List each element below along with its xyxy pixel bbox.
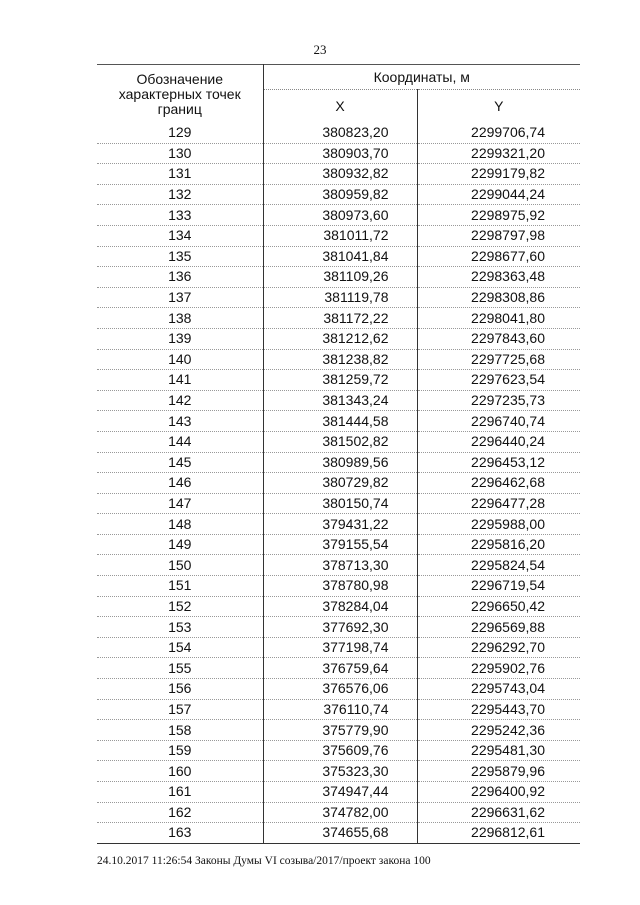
y-coordinate-cell: 2299706,74 [417, 123, 580, 143]
point-cell: 139 [97, 328, 263, 349]
table-row [97, 802, 580, 823]
y-coordinate-cell: 2296740,74 [417, 411, 580, 432]
x-coordinate-cell: 376759,64 [263, 658, 417, 679]
y-coordinate-cell: 2295988,00 [417, 514, 580, 535]
y-coordinate-cell: 2296400,92 [417, 782, 580, 803]
point-cell: 158 [97, 720, 263, 741]
y-coordinate-cell: 2298041,80 [417, 308, 580, 329]
point-cell: 136 [97, 267, 263, 288]
x-coordinate-cell: 374947,44 [263, 782, 417, 803]
table-body [97, 123, 580, 843]
point-cell: 137 [97, 287, 263, 308]
table-row [97, 328, 580, 349]
y-coordinate-cell: 2297235,73 [417, 390, 580, 411]
x-coordinate-cell: 380729,82 [263, 473, 417, 494]
coordinates-table [97, 64, 580, 844]
x-coordinate-cell: 381109,26 [263, 267, 417, 288]
x-coordinate-cell: 380973,60 [263, 205, 417, 226]
table-row [97, 184, 580, 205]
point-cell: 161 [97, 782, 263, 803]
x-coordinate-cell: 380823,20 [263, 123, 417, 143]
y-coordinate-cell: 2295902,76 [417, 658, 580, 679]
point-cell: 131 [97, 164, 263, 185]
table-row [97, 473, 580, 494]
y-coordinate-cell: 2296453,12 [417, 452, 580, 473]
point-cell: 144 [97, 431, 263, 452]
y-coordinate-cell: 2295879,96 [417, 761, 580, 782]
table-row [97, 267, 580, 288]
y-coordinate-cell: 2298975,92 [417, 205, 580, 226]
point-cell: 162 [97, 802, 263, 823]
point-cell: 134 [97, 225, 263, 246]
table-row [97, 514, 580, 535]
y-coordinate-cell: 2298677,60 [417, 246, 580, 267]
table-row [97, 411, 580, 432]
x-coordinate-cell: 378780,98 [263, 576, 417, 597]
y-coordinate-cell: 2298797,98 [417, 225, 580, 246]
point-cell: 129 [97, 123, 263, 143]
point-cell: 160 [97, 761, 263, 782]
point-cell: 159 [97, 740, 263, 761]
point-cell: 138 [97, 308, 263, 329]
y-coordinate-cell: 2299321,20 [417, 143, 580, 164]
point-cell: 132 [97, 184, 263, 205]
table-row [97, 782, 580, 803]
y-coordinate-cell: 2299179,82 [417, 164, 580, 185]
table-row [97, 761, 580, 782]
point-cell: 149 [97, 534, 263, 555]
document-footer: 24.10.2017 11:26:54 Законы Думы VI созыва/2017/проект закона 100 [97, 855, 431, 867]
y-coordinate-cell: 2295743,04 [417, 679, 580, 700]
y-coordinate-cell: 2299044,24 [417, 184, 580, 205]
x-coordinate-cell: 381011,72 [263, 225, 417, 246]
table-row [97, 452, 580, 473]
x-coordinate-cell: 381343,24 [263, 390, 417, 411]
point-cell: 135 [97, 246, 263, 267]
table-row [97, 637, 580, 658]
x-coordinate-cell: 380959,82 [263, 184, 417, 205]
y-coordinate-cell: 2295242,36 [417, 720, 580, 741]
point-cell: 155 [97, 658, 263, 679]
y-coordinate-cell: 2298363,48 [417, 267, 580, 288]
table-row [97, 534, 580, 555]
table-row [97, 658, 580, 679]
table-row [97, 164, 580, 185]
table-row [97, 576, 580, 597]
x-coordinate-cell: 381212,62 [263, 328, 417, 349]
x-coordinate-cell: 379431,22 [263, 514, 417, 535]
y-coordinate-cell: 2297623,54 [417, 370, 580, 391]
y-coordinate-cell: 2295816,20 [417, 534, 580, 555]
table-row [97, 370, 580, 391]
x-coordinate-cell: 380903,70 [263, 143, 417, 164]
x-coordinate-cell: 375609,76 [263, 740, 417, 761]
x-coordinate-cell: 379155,54 [263, 534, 417, 555]
table-row [97, 596, 580, 617]
point-cell: 148 [97, 514, 263, 535]
y-coordinate-cell: 2296650,42 [417, 596, 580, 617]
x-coordinate-cell: 381444,58 [263, 411, 417, 432]
y-coordinate-cell: 2295443,70 [417, 699, 580, 720]
point-cell: 140 [97, 349, 263, 370]
table-row [97, 679, 580, 700]
point-cell: 147 [97, 493, 263, 514]
y-coordinate-cell: 2296631,62 [417, 802, 580, 823]
y-coordinate-cell: 2296719,54 [417, 576, 580, 597]
y-coordinate-cell: 2297843,60 [417, 328, 580, 349]
x-coordinate-cell: 380932,82 [263, 164, 417, 185]
x-coordinate-cell: 377198,74 [263, 637, 417, 658]
point-cell: 163 [97, 823, 263, 844]
table-row [97, 431, 580, 452]
y-coordinate-cell: 2297725,68 [417, 349, 580, 370]
x-coordinate-cell: 378713,30 [263, 555, 417, 576]
x-coordinate-cell: 376576,06 [263, 679, 417, 700]
x-coordinate-cell: 381041,84 [263, 246, 417, 267]
y-coordinate-cell: 2295824,54 [417, 555, 580, 576]
y-coordinate-cell: 2296462,68 [417, 473, 580, 494]
x-coordinate-cell: 378284,04 [263, 596, 417, 617]
table-row [97, 287, 580, 308]
point-cell: 154 [97, 637, 263, 658]
point-cell: 145 [97, 452, 263, 473]
y-coordinate-cell: 2296477,28 [417, 493, 580, 514]
point-cell: 156 [97, 679, 263, 700]
header-point-designation: Обозначение характерных точек границ [97, 65, 263, 124]
table-row [97, 555, 580, 576]
x-coordinate-cell: 381502,82 [263, 431, 417, 452]
table-header [97, 65, 580, 124]
x-coordinate-cell: 374782,00 [263, 802, 417, 823]
table-row [97, 123, 580, 143]
point-cell: 142 [97, 390, 263, 411]
point-cell: 157 [97, 699, 263, 720]
point-cell: 141 [97, 370, 263, 391]
x-coordinate-cell: 377692,30 [263, 617, 417, 638]
table-row [97, 617, 580, 638]
x-coordinate-cell: 375323,30 [263, 761, 417, 782]
y-coordinate-cell: 2295481,30 [417, 740, 580, 761]
y-coordinate-cell: 2298308,86 [417, 287, 580, 308]
x-coordinate-cell: 376110,74 [263, 699, 417, 720]
x-coordinate-cell: 375779,90 [263, 720, 417, 741]
header-x: X [263, 90, 417, 124]
table-row [97, 205, 580, 226]
y-coordinate-cell: 2296440,24 [417, 431, 580, 452]
table-row [97, 349, 580, 370]
point-cell: 130 [97, 143, 263, 164]
x-coordinate-cell: 380989,56 [263, 452, 417, 473]
header-coordinates: Координаты, м [263, 65, 580, 90]
x-coordinate-cell: 381119,78 [263, 287, 417, 308]
table-row [97, 143, 580, 164]
table-row [97, 390, 580, 411]
point-cell: 152 [97, 596, 263, 617]
table-row [97, 823, 580, 844]
table-row [97, 699, 580, 720]
page-number: 23 [313, 42, 327, 57]
header-y: Y [494, 98, 504, 114]
table-row [97, 308, 580, 329]
x-coordinate-cell: 381172,22 [263, 308, 417, 329]
y-coordinate-cell: 2296812,61 [417, 823, 580, 844]
point-cell: 151 [97, 576, 263, 597]
point-cell: 133 [97, 205, 263, 226]
x-coordinate-cell: 381259,72 [263, 370, 417, 391]
point-cell: 150 [97, 555, 263, 576]
x-coordinate-cell: 380150,74 [263, 493, 417, 514]
table-row [97, 246, 580, 267]
point-cell: 146 [97, 473, 263, 494]
y-coordinate-cell: 2296292,70 [417, 637, 580, 658]
x-coordinate-cell: 374655,68 [263, 823, 417, 844]
table-row [97, 493, 580, 514]
point-cell: 143 [97, 411, 263, 432]
table-row [97, 740, 580, 761]
table-row [97, 720, 580, 741]
table-row [97, 225, 580, 246]
y-coordinate-cell: 2296569,88 [417, 617, 580, 638]
point-cell: 153 [97, 617, 263, 638]
x-coordinate-cell: 381238,82 [263, 349, 417, 370]
